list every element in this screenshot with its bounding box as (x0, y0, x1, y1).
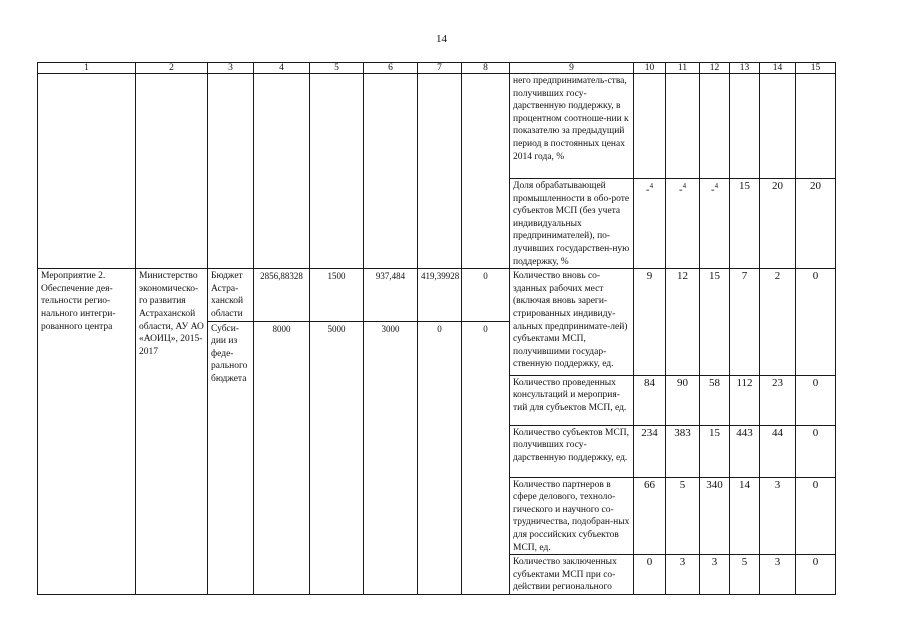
indicator-text: Количество заключенных субъектами МСП при со-действии регионального (510, 555, 634, 595)
indicator-text: него предприниматель-ства, получивших госу-дарственную поддержку, в процентном соотноше-нии к показателю за предыдущий период в постоянных ценах 2014 года, % (510, 74, 634, 179)
value-cell: 937,484 (364, 269, 418, 321)
col-header: 3 (208, 63, 254, 74)
value-cell: - (645, 183, 650, 196)
page-number: 14 (436, 33, 447, 45)
value-cell: 5000 (310, 321, 364, 595)
program-table (37, 62, 836, 595)
col-header: 12 (700, 63, 730, 74)
value-cell: 112 (730, 375, 760, 425)
col-header: 10 (634, 63, 666, 74)
value-cell: 8000 (254, 321, 310, 595)
col-header: 4 (254, 63, 310, 74)
col-header: 5 (310, 63, 364, 74)
col-header: 14 (760, 63, 796, 74)
value-cell: 5 (730, 555, 760, 595)
value-cell: 383 (666, 425, 700, 477)
value-cell: 3 (760, 555, 796, 595)
value-cell: 2856,88328 (254, 269, 310, 321)
value-cell: 58 (700, 375, 730, 425)
value-cell: 3000 (364, 321, 418, 595)
indicator-text: Количество субъектов МСП, получивших госу-дарственную поддержку, ед. (510, 425, 634, 477)
value-cell: 0 (796, 269, 836, 375)
value-cell: 2 (760, 269, 796, 375)
value-cell: 0 (796, 477, 836, 555)
value-cell: 0 (462, 269, 510, 321)
value-cell: 23 (760, 375, 796, 425)
footnote-mark: 4 (714, 182, 719, 190)
value-cell: 44 (760, 425, 796, 477)
value-cell: 0 (634, 555, 666, 595)
table-row (38, 74, 836, 179)
measure-name: Мероприятие 2. Обеспечение дея-тельности регио-нального интегри-рованного центра (38, 269, 136, 595)
value-cell: - (678, 183, 683, 196)
funding-source: Субси-дии из феде-рального бюджета (208, 321, 254, 595)
indicator-text: Количество партнеров в сфере делового, техноло-гического и научного со-трудничества, подобран-ных для российских субъектов МСП, ед. (510, 477, 634, 555)
value-cell: 7 (730, 269, 760, 375)
value-cell: 20 (760, 179, 796, 269)
value-cell: 340 (700, 477, 730, 555)
value-cell: 0 (462, 321, 510, 595)
col-header: 1 (38, 63, 136, 74)
value-cell: 84 (634, 375, 666, 425)
value-cell: 5 (666, 477, 700, 555)
value-cell: 14 (730, 477, 760, 555)
value-cell: 3 (666, 555, 700, 595)
value-cell: 0 (796, 555, 836, 595)
value-cell: 0 (418, 321, 462, 595)
col-header: 7 (418, 63, 462, 74)
value-cell: 3 (700, 555, 730, 595)
col-header: 9 (510, 63, 634, 74)
value-cell: 234 (634, 425, 666, 477)
header-row (38, 63, 836, 74)
indicator-text: Количество вновь со-зданных рабочих мест (включая вновь зареги-стрированных индивиду-альных предпринимате-лей) субъектами МСП, получившими государ-ственную поддержку, ед. (510, 269, 634, 375)
col-header: 2 (136, 63, 208, 74)
value-cell: 66 (634, 477, 666, 555)
indicator-text: Доля обрабатывающей промышленности в обо-роте субъектов МСП (без учета индивидуальных предпринимателей), по-лучивших государствен-ную поддержку, % (510, 179, 634, 269)
value-cell: 443 (730, 425, 760, 477)
value-cell: 15 (700, 269, 730, 375)
value-cell: 12 (666, 269, 700, 375)
value-cell: 90 (666, 375, 700, 425)
funding-source: Бюджет Астра-ханской области (208, 269, 254, 321)
value-cell: 0 (796, 375, 836, 425)
footnote-mark: 4 (682, 182, 687, 190)
value-cell: 3 (760, 477, 796, 555)
value-cell: 0 (796, 425, 836, 477)
indicator-text: Количество проведенных консультаций и мероприя-тий для субъектов МСП, ед. (510, 375, 634, 425)
footnote-mark: 4 (649, 182, 654, 190)
value-cell: 15 (700, 425, 730, 477)
col-header: 8 (462, 63, 510, 74)
table-row (38, 269, 836, 321)
col-header: 11 (666, 63, 700, 74)
value-cell: 20 (796, 179, 836, 269)
col-header: 13 (730, 63, 760, 74)
value-cell: 15 (730, 179, 760, 269)
col-header: 6 (364, 63, 418, 74)
value-cell: - (710, 183, 715, 196)
value-cell: 419,39928 (418, 269, 462, 321)
value-cell: 1500 (310, 269, 364, 321)
measure-executor: Министерство экономическо-го развития Астраханской области, АУ АО «АОИЦ», 2015-2017 (136, 269, 208, 595)
value-cell: 9 (634, 269, 666, 375)
col-header: 15 (796, 63, 836, 74)
